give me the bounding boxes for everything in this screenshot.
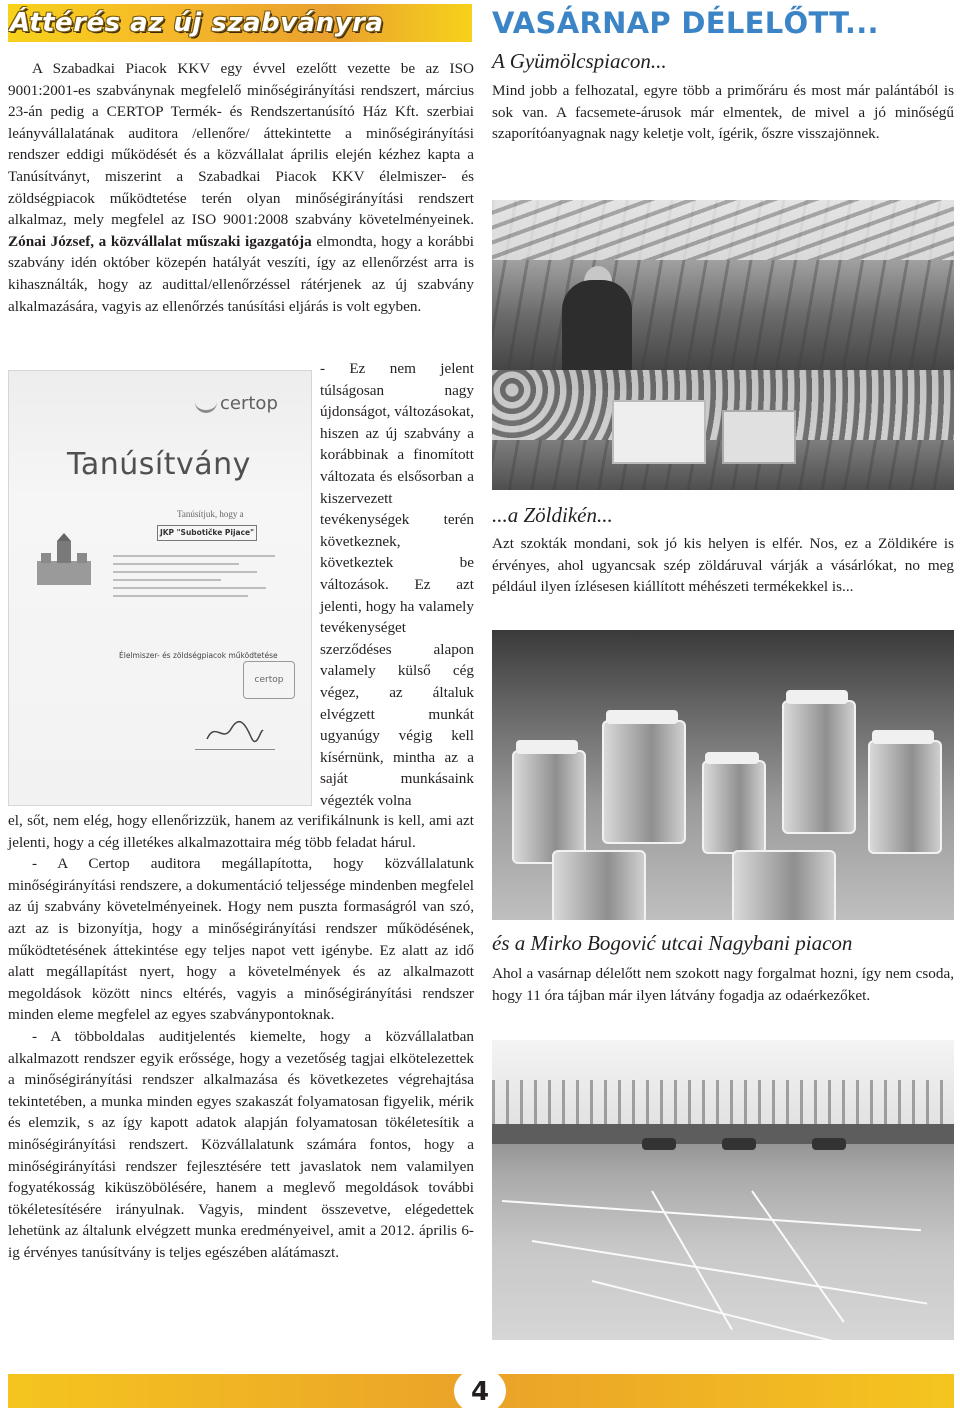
page-number: 4	[470, 1377, 490, 1407]
article-intro	[8, 58, 474, 317]
certificate-detail-lines	[113, 549, 293, 603]
signature-line	[195, 727, 275, 750]
sub-heading-zoldike: ...a Zöldikén...	[492, 503, 613, 527]
certificate-stamp: certop	[243, 661, 295, 699]
wholesale-market-text: Ahol a vasárnap délelőtt nem szokott nagy forgalmat hozni, így nem csoda, hogy 11 óra tájban már ilyen látvány fogadja az odaérkezőket.	[492, 965, 954, 1004]
certificate-company: JKP "Subotičke Pijace"	[157, 525, 257, 541]
para4: - A többoldalas auditjelentés kiemelte, hogy a közvállalatban alkalmazott rendszer egyik erőssége, hogy a vezetőség tagjai elkötelezettek a minőségirányítási rendszer alkalmazása és következetes végrehajtása tekintetében, a munka minden egyes szakaszát folyamatosan figyelik, mérik és elemzik, s az így kapott adatok alapján folyamatosan tökéletesítik a minőségirányítási rendszert. Közvállalatunk számára fontos, hogy a minőségirányítási rendszer fejlesztésére tett javaslatok nem valamilyen fogyatékosság kiküszöbölésére, hanem a meglevő megoldások további tökéletesítésére irányulnak. Vagyis, mindent összevetve, elégedettek lehetünk az általunk elvégzett munka eredményeivel, amit a 2012. április 6-ig érvényes tanúsítvány is teljes egészében alátámaszt.	[8, 1027, 474, 1261]
para3: - A Certop auditora megállapította, hogy közvállalatunk minőségirányítási rendszere, a dokumentáció teljessége mindenben megfelel az új szabvány követelményeinek. Hogy nem puszta formaságról van szó, azt az is bizonyítja, hogy a minőségirányítási rendszer működésének, működtetésének áttekintése egy teljes napot vett igénybe. Ez alatt az idő alatt megállapítást nyert, hogy a követelmények és az alkalmazott megoldások között nincs eltérés, vagyis a minőségirányítási rendszer minden eleme megfelel az egyes szabványpontoknak.	[8, 855, 474, 1024]
empty-parking-lot-photo	[492, 1040, 954, 1340]
certop-logo-mark-icon	[195, 396, 217, 413]
para1-text-b: elmondta, hogy a korábbi szabvány idén október közepén hatályát veszíti, így az ellenőrzést arra is kihasználták, hogy az audittal/ellenőrzéssel rátérjenek az új szabvány alkalmazására, vagyis az ellenőrzés tanúsítási eljárás is volt egyben.	[8, 232, 475, 315]
para1-text-a: A Szabadkai Piacok KKV egy évvel ezelőtt vezette be az ISO 9001:2001-es szabványnak megfelelő minőségirányítási rendszert, március 23-án pedig a CERTOP Termék- és Rendszertanúsító Ház Kft. szerbiai leányvállalatának auditora /ellenőre/ áttekintette a minőségirányítási rendszer eddigi működését és a közvállalat április elején kézhez kapta a Tanúsítványt, miszerint a Szabadkai Piacok KKV élelmiszer- és zöldségpiacok működtetése terén olyan minőségirányítási rendszert alkalmaz, mely megfelel az ISO 9001:2008 szabvány követelményeinek.	[8, 60, 474, 229]
certificate-scope: Élelmiszer- és zöldségpiacok működtetése	[119, 651, 278, 660]
para2-indented: - Ez nem jelent túlságosan nagy újdonságot, változásokat, hiszen az új szabvány a korábbinak a finomított változata és elsősorban a kiszervezett tevékenységek terén következnek, következtek be változások. Ez azt jelenti, hogy ha valamely tevékenységet szerződéses alapon valamely külső cég végez, az általuk elvégzett munkát ugyanúgy végig kell kísérnünk, mintha az a saját munkásaink végezték volna	[320, 360, 474, 809]
city-crest-icon	[29, 531, 99, 591]
article-title: Áttérés az új szabványra	[8, 4, 472, 42]
zoldike-text: Azt szokták mondani, sok jó kis helyen is elfér. Nos, ez a Zöldikére is érvényes, ahol ugyancsak szép zöldáruval várják a vásárlókat, no meg például ilyen ízlésesen kiállított méhészeti termékekkel is...	[492, 535, 954, 596]
para1-bold-name: Zónai József, a közvállalat műszaki igazgatója	[8, 232, 312, 250]
article-continuation	[8, 810, 474, 1263]
sub-heading-wholesale-market: és a Mirko Bogović utcai Nagybani piacon	[492, 931, 853, 955]
fruit-market-text: Mind jobb a felhozatal, egyre több a primőráru és most már palántából is sok van. A facsemete-árusok már elmentek, de mivel a jó minőségű szaporítóanyagnak nagy keletje volt, ígérik, őszre visszajönnek.	[492, 82, 954, 143]
certificate-image	[8, 370, 312, 806]
sub-heading-fruit-market: A Gyümölcspiacon...	[492, 49, 667, 73]
certop-logo: certop	[195, 393, 278, 414]
certificate-subtitle: Tanúsítjuk, hogy a	[177, 509, 244, 519]
market-photo	[492, 200, 954, 490]
para2-continued: el, sőt, nem elég, hogy ellenőrizzük, hanem az verifikálnunk is kell, ami azt jelenti, hogy a cég illetékes alkalmazottaira még több feladat hárul.	[8, 812, 474, 851]
honey-products-photo	[492, 630, 954, 920]
sunday-heading: VASÁRNAP DÉLELŐTT...	[492, 6, 879, 40]
certificate-title: Tanúsítvány	[67, 447, 251, 482]
